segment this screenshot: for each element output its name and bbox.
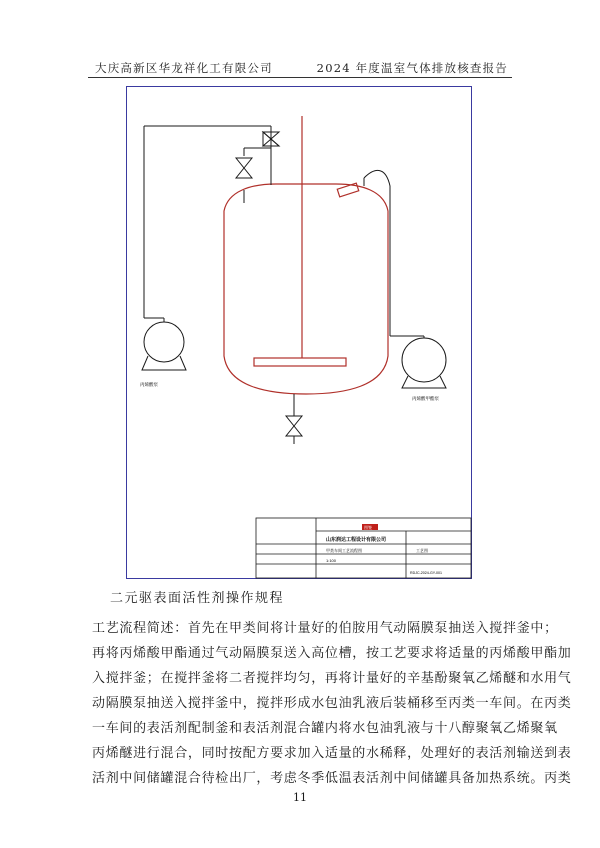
pump-right-label: 丙烯酸甲酯泵 (412, 396, 439, 401)
pump-right (390, 336, 446, 388)
header-rule (88, 77, 512, 78)
paragraph-line: 入搅拌釜；在搅拌釜将二者搅拌均匀，再将计量好的辛基酚聚氧乙烯醚和水用气 (92, 671, 572, 686)
valve-middle (236, 158, 252, 178)
pump-left (142, 318, 186, 370)
section-title: 二元驱表面活性剂操作规程 (110, 591, 285, 606)
paragraph-line: 活剂中间储罐混合待检出厂，考虑冬季低温表活剂中间储罐具备加热系统。丙类 (92, 771, 572, 786)
drawing-frame (127, 87, 472, 579)
title-block-drawing-name: 甲类车间工艺流程图 (326, 548, 362, 553)
page-number: 11 (293, 791, 307, 804)
agitator-blade (254, 358, 346, 366)
title-block-company: 山东润达工程设计有限公司 (326, 537, 387, 543)
paragraph-line: 一车间的表活剂配制釜和表活剂混合罐内将水包油乳液与十八醇聚氧乙烯聚氧 (92, 721, 558, 736)
pump-left-label: 丙烯酸泵 (140, 382, 158, 387)
process-description (92, 616, 572, 791)
paragraph-line: 动隔膜泵抽送入搅拌釜中，搅拌形成水包油乳液后装桶移至丙类一车间。在丙类 (92, 696, 572, 711)
valve-bottom (286, 416, 302, 436)
header-report-title: 2024 年度温室气体排放核查报告 (316, 61, 508, 75)
title-block-scale: 1:100 (326, 558, 337, 563)
paragraph-line: 丙烯醚进行混合，同时按配方要求加入适量的水稀释，处理好的表活剂输送到表 (92, 746, 572, 761)
process-flow-drawing (126, 86, 472, 579)
title-block-sheet: 工艺图 (416, 548, 428, 553)
header-company: 大庆高新区华龙祥化工有限公司 (95, 61, 273, 75)
title-block-stamp: 图签 (364, 525, 372, 530)
title-block-number: RDJC-2024-GY-001 (410, 571, 443, 575)
paragraph-line: 工艺流程简述：首先在甲类间将计量好的伯胺用气动隔膜泵抽送入搅拌釜中； (92, 621, 558, 636)
paragraph-line: 再将丙烯酸甲酯通过气动隔膜泵送入高位槽，按工艺要求将适量的丙烯酸甲酯加 (92, 646, 572, 661)
piping (144, 126, 390, 444)
